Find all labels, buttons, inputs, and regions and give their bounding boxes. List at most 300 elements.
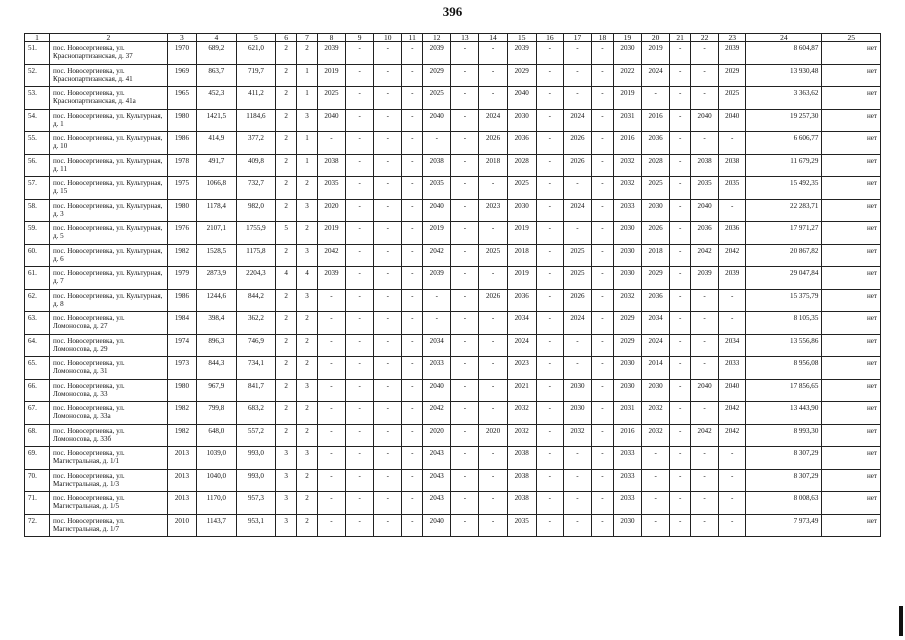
table-cell: 2020: [317, 199, 345, 222]
address-cell: пос. Новосергиевка, ул. Культурная, д. 3: [50, 199, 168, 222]
table-cell: 2038: [317, 154, 345, 177]
table-cell: -: [719, 514, 746, 537]
row-number: 62.: [25, 289, 50, 312]
table-cell: -: [479, 514, 507, 537]
table-cell: 2035: [507, 514, 536, 537]
column-number: 14: [479, 34, 507, 42]
table-cell: -: [346, 64, 374, 87]
table-cell: нет: [822, 109, 881, 132]
column-number: 10: [374, 34, 402, 42]
table-cell: 2040: [423, 109, 451, 132]
table-cell: 5: [276, 222, 297, 245]
table-cell: 2029: [613, 312, 641, 335]
table-cell: 2039: [719, 267, 746, 290]
table-cell: 957,3: [236, 492, 276, 515]
table-cell: 2029: [507, 64, 536, 87]
table-cell: 2030: [613, 222, 641, 245]
table-cell: 2042: [317, 244, 345, 267]
table-cell: нет: [822, 447, 881, 470]
column-number: 25: [822, 34, 881, 42]
table-cell: -: [451, 87, 479, 110]
table-cell: нет: [822, 267, 881, 290]
table-cell: 2040: [719, 109, 746, 132]
table-cell: 648,0: [197, 424, 237, 447]
table-cell: 1986: [167, 132, 196, 155]
row-number: 66.: [25, 379, 50, 402]
row-number: 59.: [25, 222, 50, 245]
table-cell: -: [451, 424, 479, 447]
table-cell: 377,2: [236, 132, 276, 155]
table-cell: 2032: [642, 402, 670, 425]
table-cell: -: [670, 334, 691, 357]
table-cell: -: [317, 447, 345, 470]
table-cell: 2014: [642, 357, 670, 380]
table-cell: -: [592, 109, 614, 132]
table-cell: -: [563, 334, 591, 357]
table-cell: -: [374, 244, 402, 267]
table-cell: 1970: [167, 42, 196, 65]
table-cell: 2021: [507, 379, 536, 402]
table-cell: 2035: [317, 177, 345, 200]
table-row: [25, 447, 881, 470]
table-cell: -: [374, 357, 402, 380]
table-cell: -: [479, 222, 507, 245]
table-cell: -: [374, 514, 402, 537]
table-cell: 2043: [423, 492, 451, 515]
table-cell: 2025: [563, 244, 591, 267]
table-row: [25, 109, 881, 132]
table-cell: -: [536, 177, 563, 200]
table-cell: 2040: [317, 109, 345, 132]
table-cell: 2033: [613, 447, 641, 470]
table-cell: нет: [822, 514, 881, 537]
table-cell: -: [592, 402, 614, 425]
table-cell: -: [536, 334, 563, 357]
table-cell: -: [451, 492, 479, 515]
table-cell: -: [402, 177, 423, 200]
table-cell: -: [563, 87, 591, 110]
row-number: 63.: [25, 312, 50, 335]
table-cell: 2030: [563, 402, 591, 425]
table-cell: -: [346, 424, 374, 447]
table-cell: 2034: [642, 312, 670, 335]
table-cell: -: [451, 267, 479, 290]
table-cell: -: [317, 492, 345, 515]
column-number-row: [25, 34, 881, 42]
table-cell: -: [536, 289, 563, 312]
table-cell: 2: [276, 424, 297, 447]
table-cell: -: [451, 109, 479, 132]
table-cell: 1980: [167, 199, 196, 222]
table-cell: 2038: [423, 154, 451, 177]
table-cell: нет: [822, 312, 881, 335]
table-cell: -: [563, 469, 591, 492]
table-cell: 557,2: [236, 424, 276, 447]
table-cell: -: [374, 447, 402, 470]
table-row: [25, 244, 881, 267]
table-cell: -: [479, 87, 507, 110]
table-cell: 2: [276, 334, 297, 357]
table-cell: -: [317, 379, 345, 402]
table-row: [25, 87, 881, 110]
table-cell: 2019: [613, 87, 641, 110]
table-cell: -: [402, 87, 423, 110]
table-cell: -: [536, 64, 563, 87]
column-number: 5: [236, 34, 276, 42]
table-cell: -: [374, 424, 402, 447]
table-cell: 896,3: [197, 334, 237, 357]
table-cell: -: [670, 199, 691, 222]
table-cell: -: [346, 334, 374, 357]
table-cell: 2010: [167, 514, 196, 537]
table-cell: -: [563, 357, 591, 380]
address-cell: пос. Новосергиевка, ул. Культурная, д. 15: [50, 177, 168, 200]
table-cell: -: [346, 177, 374, 200]
table-cell: -: [423, 312, 451, 335]
table-cell: -: [670, 312, 691, 335]
table-cell: 621,0: [236, 42, 276, 65]
table-cell: -: [451, 312, 479, 335]
table-cell: 2030: [563, 379, 591, 402]
address-cell: пос. Новосергиевка, ул. Культурная, д. 10: [50, 132, 168, 155]
table-cell: -: [592, 222, 614, 245]
table-cell: 2038: [507, 469, 536, 492]
table-cell: -: [402, 267, 423, 290]
table-cell: -: [719, 199, 746, 222]
table-cell: 2042: [423, 402, 451, 425]
table-cell: -: [479, 402, 507, 425]
table-cell: -: [670, 379, 691, 402]
table-cell: -: [670, 424, 691, 447]
table-cell: 2016: [613, 424, 641, 447]
table-cell: -: [592, 87, 614, 110]
table-cell: нет: [822, 64, 881, 87]
table-cell: 17 856,65: [746, 379, 822, 402]
table-cell: 2033: [613, 469, 641, 492]
table-row: [25, 492, 881, 515]
table-cell: 734,1: [236, 357, 276, 380]
table-cell: -: [374, 87, 402, 110]
table-cell: 2032: [613, 154, 641, 177]
table-cell: -: [670, 492, 691, 515]
table-cell: 1528,5: [197, 244, 237, 267]
row-number: 69.: [25, 447, 50, 470]
table-cell: -: [317, 334, 345, 357]
table-cell: 2036: [642, 289, 670, 312]
table-cell: 1986: [167, 289, 196, 312]
table-cell: -: [346, 357, 374, 380]
table-cell: -: [670, 154, 691, 177]
table-cell: нет: [822, 177, 881, 200]
table-cell: -: [402, 312, 423, 335]
table-cell: -: [374, 492, 402, 515]
row-number: 67.: [25, 402, 50, 425]
table-cell: -: [536, 514, 563, 537]
table-cell: -: [451, 334, 479, 357]
table-cell: 1980: [167, 379, 196, 402]
table-cell: -: [592, 42, 614, 65]
table-cell: 844,2: [236, 289, 276, 312]
table-cell: 2: [276, 109, 297, 132]
table-cell: -: [374, 379, 402, 402]
table-cell: 2043: [423, 447, 451, 470]
table-cell: -: [670, 177, 691, 200]
table-cell: -: [374, 222, 402, 245]
table-row: [25, 514, 881, 537]
table-cell: -: [346, 244, 374, 267]
table-cell: 1969: [167, 64, 196, 87]
table-cell: -: [536, 132, 563, 155]
table-cell: 2: [297, 469, 318, 492]
table-cell: 1973: [167, 357, 196, 380]
table-cell: -: [563, 42, 591, 65]
table-cell: -: [670, 514, 691, 537]
table-cell: 411,2: [236, 87, 276, 110]
table-cell: 2022: [613, 64, 641, 87]
table-cell: 2030: [507, 199, 536, 222]
table-cell: -: [592, 289, 614, 312]
table-cell: 993,0: [236, 447, 276, 470]
table-cell: 2039: [317, 42, 345, 65]
margin-mark: [899, 606, 903, 636]
table-cell: 2019: [317, 64, 345, 87]
table-cell: 2030: [613, 514, 641, 537]
table-cell: нет: [822, 379, 881, 402]
table-cell: 362,2: [236, 312, 276, 335]
table-cell: нет: [822, 87, 881, 110]
table-cell: 2036: [507, 289, 536, 312]
table-cell: нет: [822, 289, 881, 312]
table-cell: 2018: [642, 244, 670, 267]
table-cell: 2025: [423, 87, 451, 110]
table-cell: -: [451, 379, 479, 402]
table-cell: 1: [297, 87, 318, 110]
column-number: 23: [719, 34, 746, 42]
table-cell: -: [374, 469, 402, 492]
table-cell: 2019: [642, 42, 670, 65]
table-cell: 2033: [613, 199, 641, 222]
table-cell: 1175,8: [236, 244, 276, 267]
address-cell: пос. Новосергиевка, ул. Ломоносова, д. 33б: [50, 424, 168, 447]
table-cell: 2026: [479, 132, 507, 155]
table-cell: -: [592, 312, 614, 335]
table-cell: -: [346, 379, 374, 402]
table-cell: -: [691, 87, 719, 110]
table-cell: -: [402, 199, 423, 222]
table-cell: 2029: [423, 64, 451, 87]
table-cell: -: [691, 312, 719, 335]
column-number: 8: [317, 34, 345, 42]
table-cell: 3: [297, 109, 318, 132]
column-number: 19: [613, 34, 641, 42]
table-row: [25, 64, 881, 87]
table-cell: -: [670, 222, 691, 245]
table-cell: 2030: [613, 267, 641, 290]
table-cell: 2040: [691, 199, 719, 222]
table-cell: -: [536, 87, 563, 110]
table-cell: 1982: [167, 402, 196, 425]
table-cell: -: [479, 42, 507, 65]
table-cell: -: [346, 132, 374, 155]
table-row: [25, 42, 881, 65]
table-cell: 2032: [507, 424, 536, 447]
table-cell: 746,9: [236, 334, 276, 357]
table-cell: 2030: [613, 379, 641, 402]
table-cell: -: [451, 177, 479, 200]
column-number: 6: [276, 34, 297, 42]
table-cell: 2: [297, 222, 318, 245]
table-cell: 2040: [719, 379, 746, 402]
column-number: 20: [642, 34, 670, 42]
register-table: [24, 33, 881, 537]
table-cell: 3: [297, 289, 318, 312]
table-cell: -: [536, 42, 563, 65]
column-number: 22: [691, 34, 719, 42]
table-cell: нет: [822, 357, 881, 380]
table-cell: 1965: [167, 87, 196, 110]
table-cell: 2030: [613, 42, 641, 65]
table-cell: -: [479, 64, 507, 87]
table-cell: 689,2: [197, 42, 237, 65]
table-cell: -: [592, 177, 614, 200]
table-cell: -: [592, 424, 614, 447]
table-row: [25, 222, 881, 245]
table-cell: 2033: [719, 357, 746, 380]
column-number: 16: [536, 34, 563, 42]
table-row: [25, 402, 881, 425]
table-cell: 13 443,90: [746, 402, 822, 425]
table-row: [25, 424, 881, 447]
table-cell: -: [479, 177, 507, 200]
table-cell: 2035: [423, 177, 451, 200]
table-cell: 2036: [691, 222, 719, 245]
table-cell: -: [670, 244, 691, 267]
table-cell: 4: [297, 267, 318, 290]
table-cell: 993,0: [236, 469, 276, 492]
table-cell: -: [536, 402, 563, 425]
table-cell: 2030: [507, 109, 536, 132]
table-cell: -: [346, 42, 374, 65]
table-cell: -: [317, 357, 345, 380]
table-cell: 2043: [423, 469, 451, 492]
table-cell: -: [479, 267, 507, 290]
table-cell: -: [402, 357, 423, 380]
table-cell: -: [592, 199, 614, 222]
table-cell: -: [670, 469, 691, 492]
table-row: [25, 334, 881, 357]
table-cell: -: [346, 222, 374, 245]
table-cell: -: [536, 109, 563, 132]
table-cell: 2204,3: [236, 267, 276, 290]
column-number: 18: [592, 34, 614, 42]
table-cell: 2042: [691, 244, 719, 267]
address-cell: пос. Новосергиевка, ул. Краснопартизанская, д. 41а: [50, 87, 168, 110]
table-cell: -: [691, 357, 719, 380]
table-cell: -: [374, 402, 402, 425]
table-cell: 2025: [317, 87, 345, 110]
table-cell: 2020: [479, 424, 507, 447]
table-cell: -: [592, 64, 614, 87]
table-cell: -: [451, 402, 479, 425]
table-cell: -: [374, 132, 402, 155]
row-number: 58.: [25, 199, 50, 222]
table-cell: 2032: [563, 424, 591, 447]
table-cell: 8 307,29: [746, 469, 822, 492]
table-cell: 2873,9: [197, 267, 237, 290]
table-cell: -: [670, 402, 691, 425]
table-cell: 2024: [479, 109, 507, 132]
table-cell: 2040: [691, 379, 719, 402]
table-cell: 2: [297, 402, 318, 425]
column-number: 9: [346, 34, 374, 42]
table-cell: 2036: [507, 132, 536, 155]
table-cell: 2024: [563, 312, 591, 335]
table-cell: -: [346, 402, 374, 425]
table-cell: 2023: [507, 357, 536, 380]
table-cell: -: [691, 492, 719, 515]
table-cell: 1: [297, 154, 318, 177]
table-cell: 2: [297, 424, 318, 447]
table-cell: -: [563, 177, 591, 200]
table-cell: 3: [276, 492, 297, 515]
table-cell: -: [346, 267, 374, 290]
table-cell: 2: [276, 402, 297, 425]
address-cell: пос. Новосергиевка, ул. Культурная, д. 11: [50, 154, 168, 177]
table-cell: 2024: [642, 64, 670, 87]
table-cell: 2016: [642, 109, 670, 132]
table-cell: 2038: [719, 154, 746, 177]
table-cell: 3: [276, 469, 297, 492]
table-cell: 2025: [719, 87, 746, 110]
table-cell: 11 679,29: [746, 154, 822, 177]
table-cell: 1984: [167, 312, 196, 335]
table-cell: 2: [297, 334, 318, 357]
table-cell: -: [479, 357, 507, 380]
table-cell: 2013: [167, 469, 196, 492]
table-cell: 2: [276, 312, 297, 335]
table-cell: -: [402, 424, 423, 447]
table-cell: 2038: [691, 154, 719, 177]
table-cell: 7 973,49: [746, 514, 822, 537]
table-cell: 2018: [507, 244, 536, 267]
table-cell: -: [479, 492, 507, 515]
table-cell: -: [592, 492, 614, 515]
table-cell: -: [451, 244, 479, 267]
table-cell: 1066,8: [197, 177, 237, 200]
table-cell: -: [592, 469, 614, 492]
table-cell: -: [642, 469, 670, 492]
table-cell: 2: [297, 312, 318, 335]
table-cell: 15 492,35: [746, 177, 822, 200]
table-cell: 2032: [642, 424, 670, 447]
table-cell: 2: [276, 289, 297, 312]
table-cell: 841,7: [236, 379, 276, 402]
table-cell: 2038: [507, 447, 536, 470]
table-cell: 3 363,62: [746, 87, 822, 110]
table-cell: 1974: [167, 334, 196, 357]
table-row: [25, 132, 881, 155]
address-cell: пос. Новосергиевка, ул. Ломоносова, д. 33а: [50, 402, 168, 425]
table-cell: 6 606,77: [746, 132, 822, 155]
table-cell: -: [670, 267, 691, 290]
table-cell: нет: [822, 334, 881, 357]
table-cell: 2039: [719, 42, 746, 65]
table-row: [25, 379, 881, 402]
address-cell: пос. Новосергиевка, ул. Ломоносова, д. 33: [50, 379, 168, 402]
table-cell: -: [719, 132, 746, 155]
table-cell: -: [346, 199, 374, 222]
table-cell: -: [402, 244, 423, 267]
